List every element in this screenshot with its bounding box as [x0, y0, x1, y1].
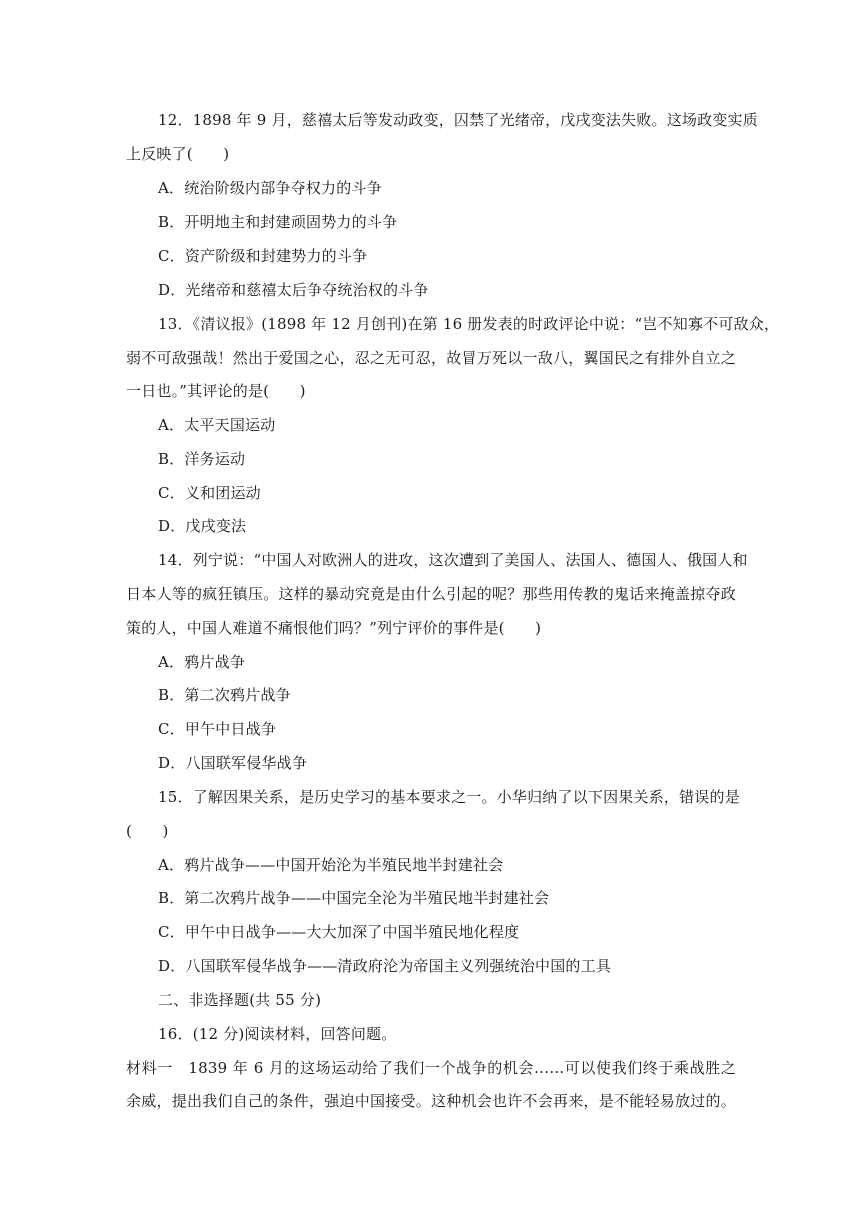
- q14-option-c: C．甲午中日战争: [158, 720, 277, 738]
- q14-option-b: B．第二次鸦片战争: [158, 686, 291, 704]
- q16-stem: 16．(12 分)阅读材料，回答问题。: [158, 1025, 397, 1043]
- q14-option-d: D．八国联军侵华战争: [158, 754, 308, 772]
- q12-option-d: D．光绪帝和慈禧太后争夺统治权的斗争: [158, 281, 429, 299]
- q15-option-d: D．八国联军侵华战争——清政府沦为帝国主义列强统治中国的工具: [158, 957, 612, 975]
- section-heading: 二、非选择题(共 55 分): [158, 991, 322, 1009]
- q13-option-b: B．洋务运动: [158, 450, 246, 468]
- q15-option-c: C．甲午中日战争——大大加深了中国半殖民地化程度: [158, 923, 520, 941]
- q15-option-b: B．第二次鸦片战争——中国完全沦为半殖民地半封建社会: [158, 889, 550, 907]
- q16-material-1-line2: 余威，提出我们自己的条件，强迫中国接受。这种机会也许不会再来，是不能轻易放过的。: [126, 1092, 736, 1110]
- q13-stem-line3: 一日也。”其评论的是( ): [126, 382, 306, 400]
- q12-stem-line2: 上反映了( ): [126, 145, 230, 163]
- q13-option-c: C．义和团运动: [158, 484, 261, 502]
- q14-stem-line2: 日本人等的疯狂镇压。这样的暴动究竟是由什么引起的呢？那些用传教的鬼话来掩盖掠夺政: [126, 585, 736, 603]
- q13-option-a: A．太平天国运动: [158, 416, 276, 434]
- q14-stem-line3: 策的人，中国人难道不痛恨他们吗？”列宁评价的事件是( ): [126, 619, 542, 637]
- q13-stem-line1: 13．《清议报》(1898 年 12 月创刊)在第 16 册发表的时政评论中说：“岂不知寡不可敌众，: [158, 315, 780, 333]
- q12-stem-line1: 12．1898 年 9 月，慈禧太后等发动政变，囚禁了光绪帝，戊戌变法失败。这场政变实质: [158, 111, 758, 129]
- q12-option-a: A．统治阶级内部争夺权力的斗争: [158, 179, 382, 197]
- q16-material-1-line1: 材料一 1839 年 6 月的这场运动给了我们一个战争的机会……可以使我们终于乘战胜之: [126, 1059, 736, 1077]
- q13-option-d: D．戊戌变法: [158, 517, 247, 535]
- q15-stem-line2: ( ): [126, 822, 169, 840]
- q12-option-b: B．开明地主和封建顽固势力的斗争: [158, 213, 398, 231]
- q15-stem-line1: 15．了解因果关系，是历史学习的基本要求之一。小华归纳了以下因果关系，错误的是: [158, 788, 740, 806]
- q14-stem-line1: 14．列宁说：“中国人对欧洲人的进攻，这次遭到了美国人、法国人、德国人、俄国人和: [158, 551, 748, 569]
- q14-option-a: A．鸦片战争: [158, 653, 246, 671]
- q12-option-c: C．资产阶级和封建势力的斗争: [158, 247, 368, 265]
- q13-stem-line2: 弱不可敌强哉！然出于爱国之心，忍之无可忍，故冒万死以一敌八，翼国民之有排外自立之: [126, 349, 736, 367]
- q15-option-a: A．鸦片战争——中国开始沦为半殖民地半封建社会: [158, 856, 504, 874]
